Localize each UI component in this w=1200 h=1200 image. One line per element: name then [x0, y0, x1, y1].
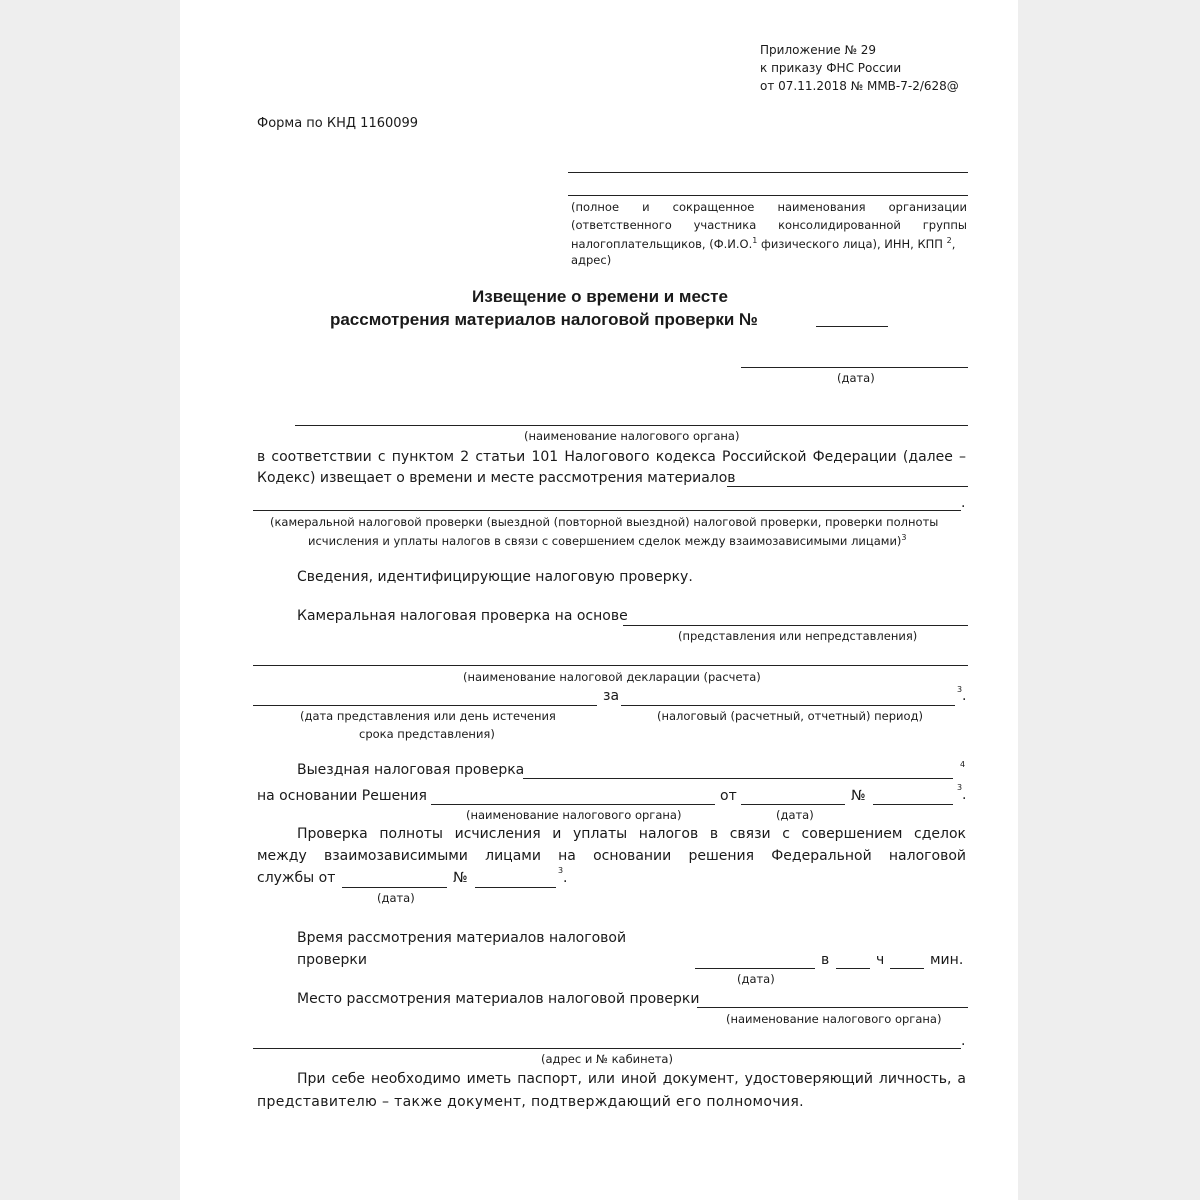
decision-ot-label: от	[720, 788, 737, 804]
on-decision-label: на основании Решения	[257, 788, 427, 804]
fns-decision-dot: .	[563, 870, 568, 886]
date-caption: (дата)	[837, 371, 875, 385]
related-party-line-3: службы от	[257, 870, 336, 886]
time-label-2: проверки	[297, 952, 367, 968]
paragraph-1-line-2: Кодекс) извещает о времени и месте рассмотрения материалов	[257, 470, 736, 486]
fns-decision-footnote: 3	[558, 866, 564, 875]
document-title-line-2: рассмотрения материалов налоговой проверки №	[329, 310, 759, 329]
period-footnote: 3	[957, 685, 963, 694]
za-label: за	[603, 688, 620, 704]
addressee-line-2	[568, 195, 968, 196]
place-authority-line	[697, 1007, 968, 1008]
address-dot: .	[961, 1033, 966, 1049]
declaration-line	[253, 665, 968, 666]
addressee-note-line-2: (ответственного участника консолидированной группы	[571, 218, 967, 232]
addressee-note-line-1: (полное и сокращенное наименования организации	[571, 200, 967, 214]
address-caption: (адрес и № кабинета)	[541, 1052, 673, 1066]
meeting-date-caption: (дата)	[737, 972, 775, 986]
place-label: Место рассмотрения материалов налоговой проверки	[297, 991, 700, 1007]
decision-date-caption: (дата)	[776, 808, 814, 822]
field-audit-footnote: 4	[960, 760, 966, 769]
audit-kind-dot: .	[961, 495, 966, 511]
period-dot: .	[962, 688, 967, 704]
fns-decision-date-caption: (дата)	[377, 891, 415, 905]
tax-authority-caption: (наименование налогового органа)	[524, 429, 740, 443]
hours-line	[836, 968, 870, 969]
fns-decision-date-line	[342, 887, 447, 888]
audit-number-line	[816, 326, 888, 327]
final-paragraph-line-1: При себе необходимо иметь паспорт, или иной документ, удостоверяющий личность, а	[297, 1071, 966, 1087]
addressee-line-1	[568, 172, 968, 173]
related-party-line-1: Проверка полноты исчисления и уплаты налогов в связи с совершением сделок	[297, 826, 966, 842]
materials-line	[727, 486, 968, 487]
desk-audit-line	[623, 625, 968, 626]
field-audit-line	[523, 778, 953, 779]
hours-label: ч	[876, 952, 885, 968]
decision-number-line	[873, 804, 953, 805]
desk-audit-label: Камеральная налоговая проверка на основе	[297, 608, 628, 624]
audit-kind-caption-2: исчисления и уплаты налогов в связи с совершением сделок между взаимозависимыми лицами)$^3$	[308, 533, 907, 548]
audit-kind-line	[253, 510, 961, 511]
decision-date-line	[741, 804, 845, 805]
period-line	[621, 705, 955, 706]
decision-no-label: №	[851, 788, 866, 804]
decision-authority-caption: (наименование налогового органа)	[466, 808, 682, 822]
fns-decision-number-line	[475, 887, 556, 888]
addressee-note-line-3: налогоплательщиков, (Ф.И.О.$^1$ физического лица), ИНН, КПП $^2$,	[571, 236, 956, 251]
appendix-line-2: к приказу ФНС России	[760, 61, 902, 75]
decision-authority-line	[431, 804, 715, 805]
declaration-caption: (наименование налоговой декларации (расчета)	[463, 670, 761, 684]
paragraph-1-line-1: в соответствии с пунктом 2 статьи 101 Налогового кодекса Российской Федерации (далее –	[257, 449, 966, 465]
final-paragraph-line-2: представителю – также документ, подтверждающий его полномочия.	[257, 1094, 804, 1110]
period-caption: (налоговый (расчетный, отчетный) период)	[657, 709, 923, 723]
related-party-line-2: между взаимозависимыми лицами на основании решения Федеральной налоговой	[257, 848, 966, 864]
minutes-label: мин.	[930, 952, 964, 968]
place-authority-caption: (наименование налогового органа)	[726, 1012, 942, 1026]
submission-date-line	[253, 705, 597, 706]
submission-date-caption-2: срока представления)	[359, 727, 495, 741]
field-audit-label: Выездная налоговая проверка	[297, 762, 525, 778]
meeting-date-line	[695, 968, 815, 969]
time-label-1: Время рассмотрения материалов налоговой	[297, 930, 627, 946]
decision-footnote: 3	[957, 783, 963, 792]
address-line	[253, 1048, 961, 1049]
decision-dot: .	[962, 787, 967, 803]
addressee-note-line-4: адрес)	[571, 253, 612, 267]
appendix-line-3: от 07.11.2018 № ММВ-7-2/628@	[760, 79, 959, 93]
tax-authority-line	[295, 425, 968, 426]
submission-caption: (представления или непредставления)	[678, 629, 918, 643]
section-heading: Сведения, идентифицирующие налоговую проверку.	[297, 569, 693, 585]
at-label: в	[821, 952, 830, 968]
document-title-line-1: Извещение о времени и месте	[472, 287, 728, 306]
date-line	[741, 367, 968, 368]
fns-decision-no-label: №	[453, 870, 468, 886]
form-code: Форма по КНД 1160099	[257, 116, 419, 131]
appendix-line-1: Приложение № 29	[760, 43, 877, 57]
minutes-line	[890, 968, 924, 969]
audit-kind-caption-1: (камеральной налоговой проверки (выездной (повторной выездной) налоговой проверки, проверки полноты	[270, 515, 939, 529]
submission-date-caption-1: (дата представления или день истечения	[300, 709, 556, 723]
